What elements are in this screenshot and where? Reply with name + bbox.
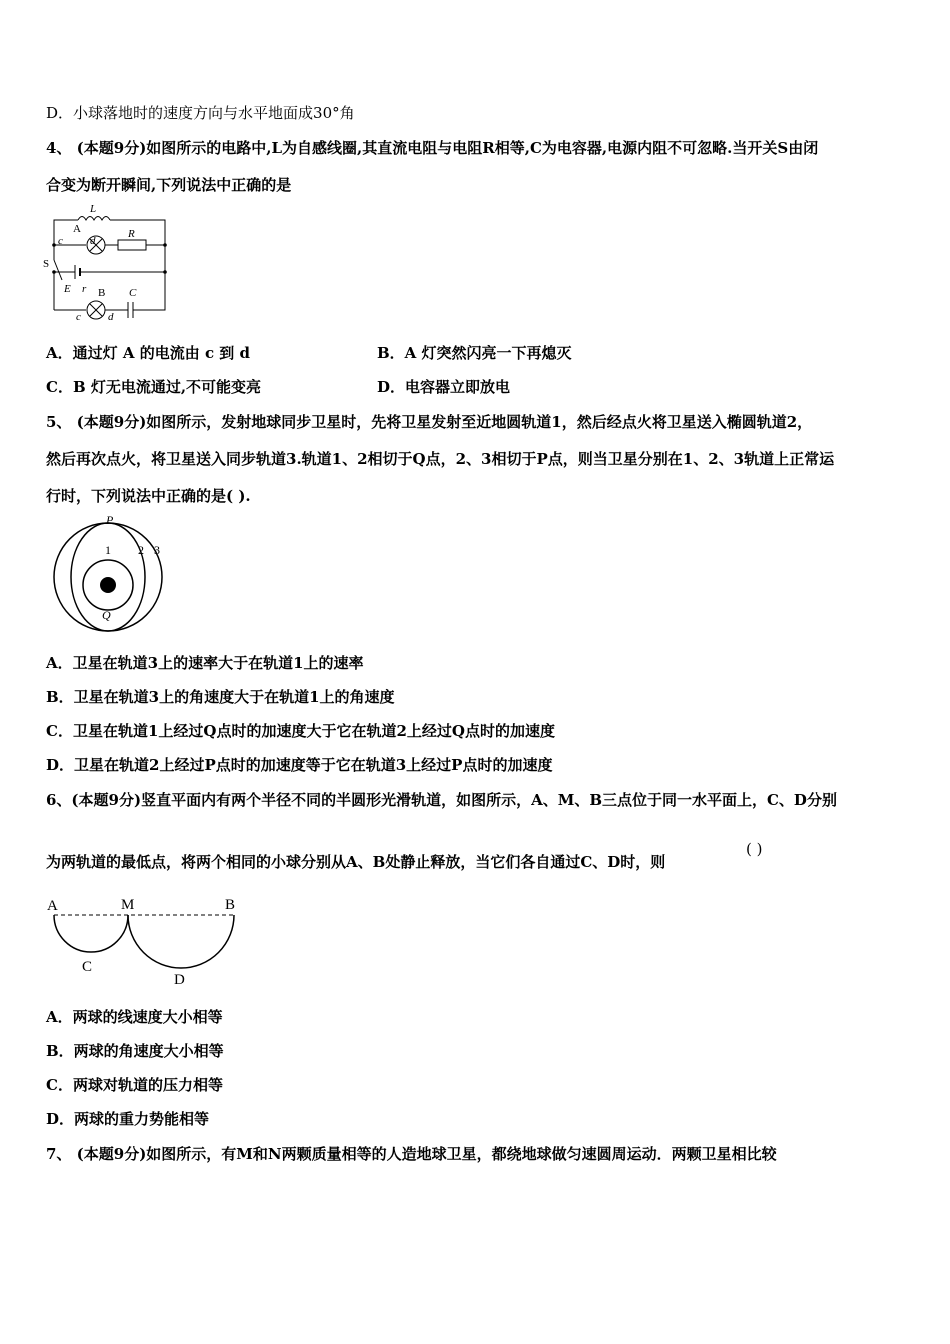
q5-option-b: B．卫星在轨道3上的角速度大于在轨道1上的角速度 [46,688,395,706]
q4-label-d1: d [90,235,96,247]
q4-label-c2: c [76,311,81,323]
q6-label-c: C [82,959,93,975]
q4-label-r-resistor: R [128,228,135,240]
q6-label-b: B [225,897,236,913]
q4-label-c-capacitor: C [129,287,137,299]
q5-earth [100,577,116,593]
q5-orbit-figure [50,512,170,637]
q6-label-d: D [174,972,185,988]
q4-label-l: L [90,203,97,215]
q7-stem-line1: 7、 (本题9分)如图所示，有M和N两颗质量相等的人造地球卫星，都绕地球做匀速圆周运动．两颗卫星相比较 [46,1145,777,1163]
q4-option-c: C．B 灯无电流通过,不可能变亮 [46,378,262,396]
q5-stem-line3: 行时，下列说法中正确的是( ). [46,487,251,505]
q5-label-1: 1 [105,543,111,557]
q6-stem-line1: 6、(本题9分)竖直平面内有两个半径不同的半圆形光滑轨道，如图所示，A、M、B三点位于同一水平面上，C、D分别 [46,791,837,809]
q4-label-a: A [73,223,81,235]
q4-option-b: B．A 灯突然闪亮一下再熄灭 [377,344,572,362]
q6-option-c: C．两球对轨道的压力相等 [46,1076,223,1094]
q4-label-c1: c [58,235,63,247]
q4-switch [54,260,62,280]
q6-label-m: M [121,897,135,913]
q5-option-c: C．卫星在轨道1上经过Q点时的加速度大于它在轨道2上经过Q点时的加速度 [46,722,555,740]
q5-label-q: Q [102,608,111,622]
q5-label-p: P [106,513,114,527]
q4-label-s: S [43,258,50,270]
q4-inductor-coil [78,217,110,221]
q4-label-e: E [64,283,71,295]
q4-option-a: A．通过灯 A 的电流由 c 到 d [46,344,251,362]
q4-circuit-figure [40,200,175,325]
q5-stem-line1: 5、 (本题9分)如图所示，发射地球同步卫星时，先将卫星发射至近地圆轨道1，然后经点火将卫星送入椭圆轨道2， [46,413,813,431]
q6-large-track [128,915,234,968]
q4-label-b: B [98,287,106,299]
q3-option-d: D．小球落地时的速度方向与水平地面成30°角 [46,104,355,122]
q5-label-3: 3 [154,543,160,557]
q4-option-d: D．电容器立即放电 [377,378,511,396]
q4-stem-line2: 合变为断开瞬间,下列说法中正确的是 [46,176,292,194]
q4-stem-line1: 4、 (本题9分)如图所示的电路中,L为自感线圈,其直流电阻与电阻R相等,C为电容器,电源内阻不可忽略.当开关S由闭 [46,139,819,157]
q6-answer-bracket: ( ) [746,840,763,858]
q6-option-a: A．两球的线速度大小相等 [46,1008,223,1026]
q4-resistor [118,240,146,250]
q6-label-a: A [47,898,58,914]
q6-stem-line2: 为两轨道的最低点，将两个相同的小球分别从A、B处静止释放，当它们各自通过C、D时，则 [46,853,666,871]
q4-label-d2: d [108,311,114,323]
q6-small-track [54,915,128,952]
q5-option-a: A．卫星在轨道3上的速率大于在轨道1上的速率 [46,654,364,672]
q5-label-2: 2 [138,543,144,557]
q6-option-b: B．两球的角速度大小相等 [46,1042,224,1060]
q6-track-figure [44,893,244,988]
q5-option-d: D．卫星在轨道2上经过P点时的加速度等于它在轨道3上经过P点时的加速度 [46,756,553,774]
q5-stem-line2: 然后再次点火，将卫星送入同步轨道3.轨道1、2相切于Q点，2、3相切于P点，则当卫星分别在1、2、3轨道上正常运 [46,450,835,468]
q4-label-r-internal: r [82,283,87,295]
q6-option-d: D．两球的重力势能相等 [46,1110,210,1128]
